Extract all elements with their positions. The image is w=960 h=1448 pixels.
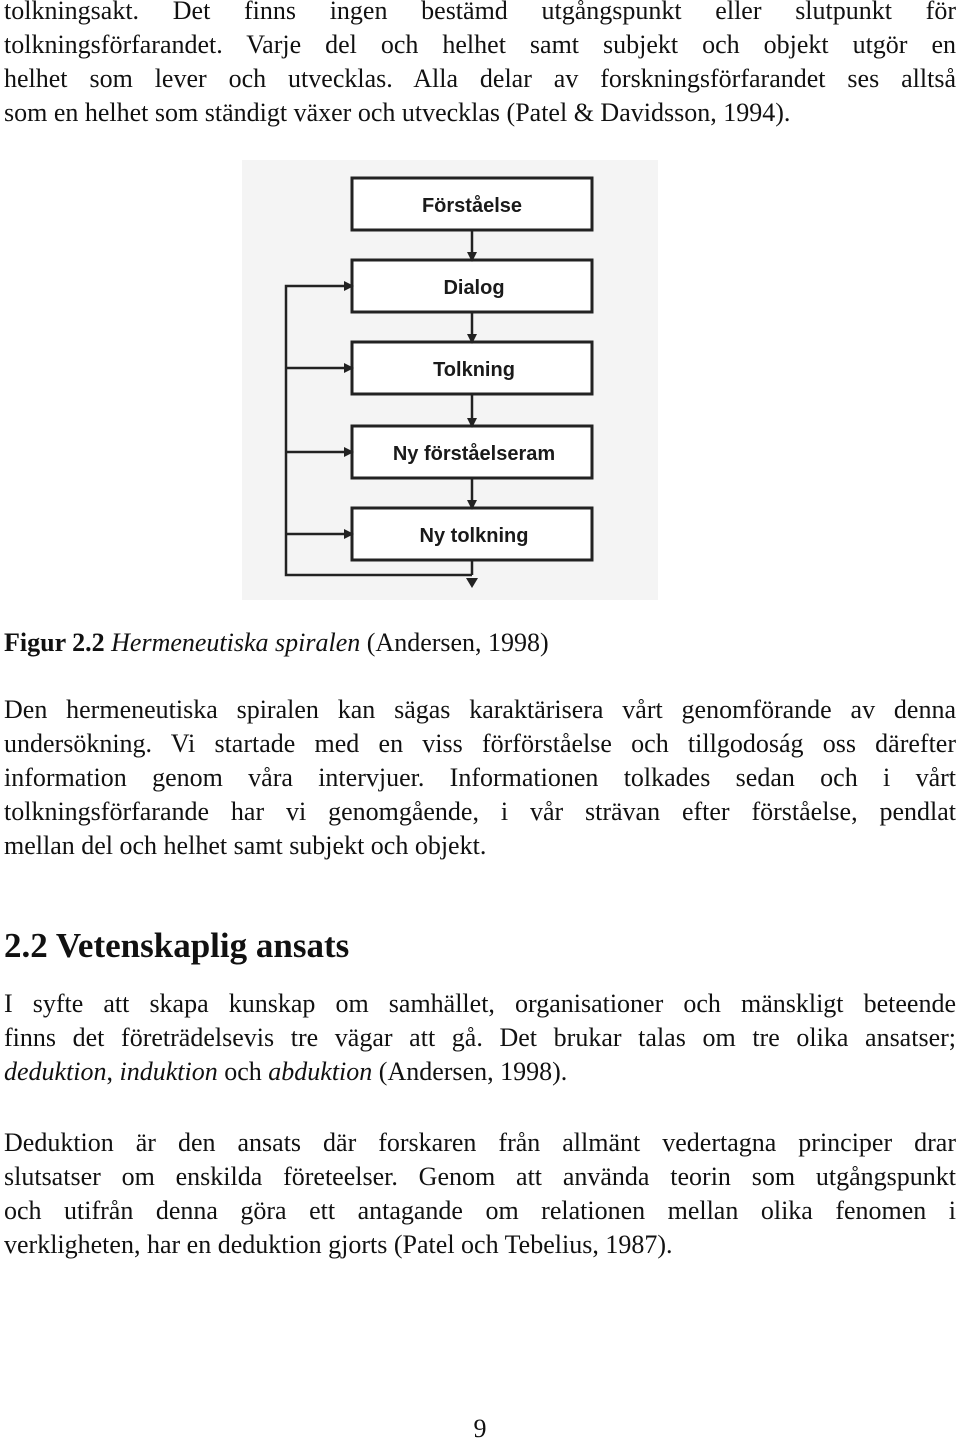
paragraph (4, 693, 956, 863)
citation: (Andersen, 1998). (372, 1057, 568, 1086)
box-dialog-label: Dialog (443, 277, 505, 299)
paragraph (4, 1126, 956, 1262)
text-line: och utifrån denna göra ett antagande om relationen mellan olika fenomen i (4, 1196, 956, 1225)
spiral-diagram (242, 160, 658, 600)
page-number: 9 (473, 1414, 487, 1443)
text-line: information genom våra intervjuer. Informationen tolkades sedan och i vårt (4, 763, 956, 792)
text-line: tolkningsförfarandet. Varje del och helhet samt subjekt och objekt utgör en (4, 30, 956, 59)
term-abduktion: abduktion (268, 1057, 373, 1086)
term-induktion: induktion (119, 1057, 218, 1086)
term-deduktion: deduktion (4, 1057, 107, 1086)
figure-caption (4, 628, 549, 658)
text-line: tolkningsakt. Det finns ingen bestämd utgångspunkt eller slutpunkt för (4, 0, 956, 25)
text-line: verkligheten, har en deduktion gjorts (Patel och Tebelius, 1987). (4, 1230, 673, 1259)
text-line (4, 1055, 956, 1089)
separator: och (217, 1057, 269, 1086)
separator: , (106, 1057, 120, 1086)
text-line: undersökning. Vi startade med en viss förförståelse och tillgodoság oss därefter (4, 729, 956, 758)
top-paragraph (4, 0, 956, 130)
text-line: som en helhet som ständigt växer och utvecklas (Patel & Davidsson, 1994). (4, 98, 791, 127)
box-ny-forstaelseram-label: Ny förståelseram (392, 443, 556, 465)
caption-citation: (Andersen, 1998) (366, 628, 549, 657)
text-line: tolkningsförfarande har vi genomgående, i vår strävan efter förståelse, pendlat (4, 797, 956, 826)
hermeneutic-spiral-figure (242, 160, 658, 600)
caption-title: Hermeneutiska spiralen (111, 628, 361, 657)
box-ny-tolkning-label: Ny tolkning (419, 525, 529, 547)
text-line: Deduktion är den ansats där forskaren från allmänt vedertagna principer drar (4, 1128, 956, 1157)
text-line: finns det företrädelsevis tre vägar att gå. Det brukar talas om tre olika ansatser; (4, 1023, 956, 1052)
text-line: I syfte att skapa kunskap om samhället, organisationer och mänskligt beteende (4, 989, 956, 1018)
paragraph (4, 987, 956, 1089)
caption-label: Figur 2.2 (4, 628, 105, 657)
text-line: slutsatser om enskilda företeelser. Genom att använda teorin som utgångspunkt (4, 1162, 956, 1191)
section-heading: 2.2 Vetenskaplig ansats (4, 926, 350, 965)
text-line: Den hermeneutiska spiralen kan sägas karaktärisera vårt genomförande av denna (4, 695, 956, 724)
text-line: mellan del och helhet samt subjekt och objekt. (4, 831, 487, 860)
box-forstaelse-label: Förståelse (421, 195, 523, 217)
box-tolkning-label: Tolkning (433, 359, 515, 381)
text-line: helhet som lever och utvecklas. Alla delar av forskningsförfarandet ses alltså (4, 64, 956, 93)
